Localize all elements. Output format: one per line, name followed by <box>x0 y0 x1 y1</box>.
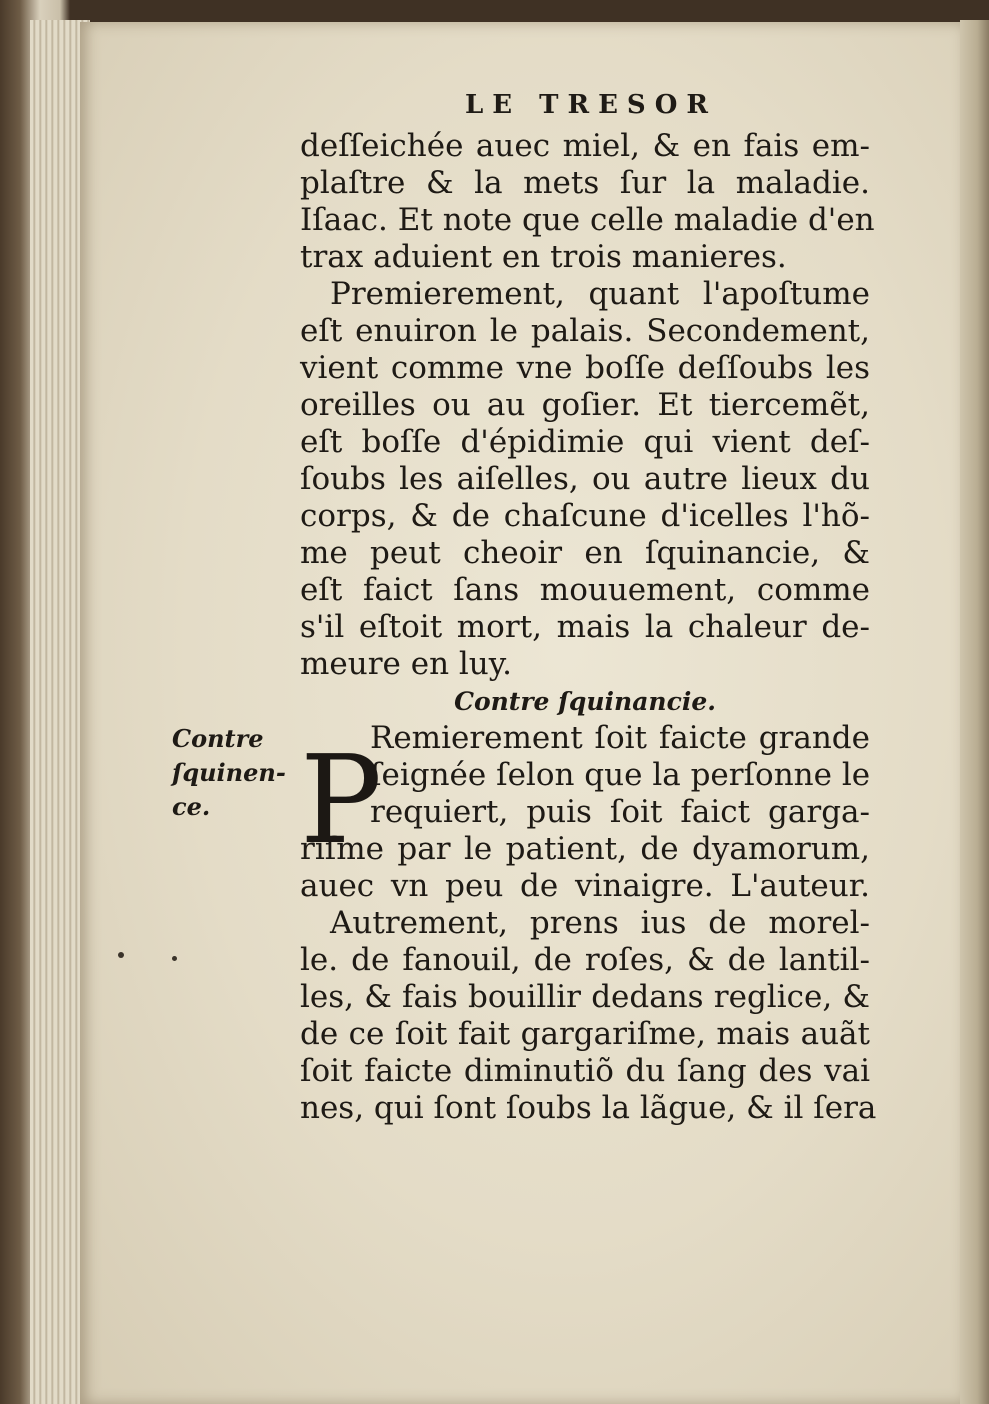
text-line: eſt boſſe d'épidimie qui vient deſ- <box>300 424 870 460</box>
text-line: corps, & de chaſcune d'icelles l'hõ- <box>300 498 870 534</box>
text-line: ſoit faicte diminutiõ du ſang des vai <box>300 1053 870 1089</box>
text-line: Iſaac. Et note que celle maladie d'en <box>300 202 875 238</box>
text-line: meure en luy. <box>300 646 513 682</box>
text-line: auec vn peu de vinaigre. L'auteur. <box>300 868 870 904</box>
paragraph <box>300 276 870 683</box>
ink-spot <box>172 956 177 961</box>
text-line: deſſeichée auec miel, & en fais em- <box>300 128 870 164</box>
text-line: de ce ſoit fait gargariſme, mais auãt <box>300 1016 870 1052</box>
body-text <box>300 128 877 1127</box>
running-head: LE TRESOR <box>465 90 717 120</box>
section-heading: Contre ſquinancie. <box>454 687 716 716</box>
text-line: eſt enuiron le palais. Secondement, <box>300 313 870 349</box>
text-line: ſoubs les aiſelles, ou autre lieux du <box>300 461 870 497</box>
text-line: plaſtre & la mets ſur la maladie. <box>300 165 870 201</box>
paragraph <box>300 905 877 1127</box>
margin-note-line: Contre <box>172 724 264 753</box>
text-line: vient comme vne boſſe deſſoubs les <box>300 350 870 386</box>
text-line: s'il eſtoit mort, mais la chaleur de- <box>300 609 870 645</box>
margin-note-line: ce. <box>172 792 211 821</box>
text-line: Autrement, prens ius de morel- <box>330 905 870 941</box>
drop-cap: P <box>300 729 383 871</box>
paragraph <box>300 720 870 905</box>
text-line: me peut cheoir en ſquinancie, & <box>300 535 870 571</box>
text-line: Premierement, quant l'apoſtume <box>330 276 870 312</box>
text-line: le. de fanouil, de roſes, & de lantil- <box>300 942 870 978</box>
text-line: riſme par le patient, de dyamorum, <box>300 831 870 867</box>
text-line: eſt faict ſans mouuement, comme <box>300 572 870 608</box>
margin-note <box>172 722 286 824</box>
margin-note-line: ſquinen- <box>172 758 286 787</box>
paragraph <box>300 128 875 276</box>
facing-page-edge <box>960 20 989 1404</box>
text-line: Remierement ſoit faicte grande <box>370 720 870 756</box>
text-line: oreilles ou au goſier. Et tiercemẽt, <box>300 387 870 423</box>
text-line: nes, qui ſont ſoubs la lãgue, & il ſera <box>300 1090 877 1126</box>
text-line: les, & fais bouillir dedans reglice, & <box>300 979 870 1015</box>
text-line: ſeignée ſelon que la perſonne le <box>370 757 871 793</box>
text-line: trax aduient en trois manieres. <box>300 239 787 275</box>
text-line: requiert, puis ſoit faict garga- <box>370 794 870 830</box>
ink-spot <box>118 952 124 958</box>
